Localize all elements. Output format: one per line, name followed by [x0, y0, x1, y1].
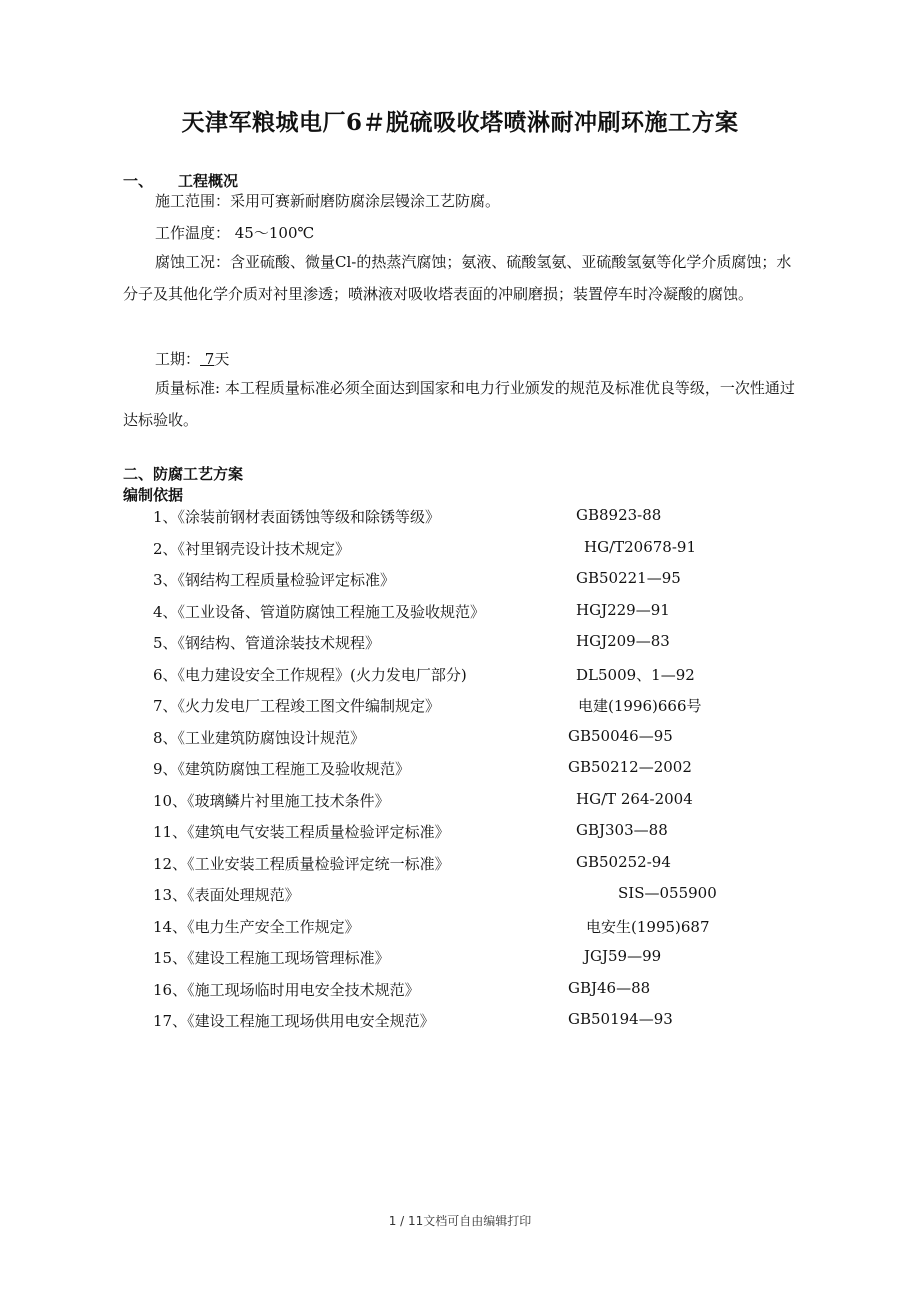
reference-item: [0, 727, 920, 749]
section1-heading: 工程概况: [178, 172, 239, 190]
reference-title: 12、《工业安装工程质量检验评定统一标准》: [153, 854, 450, 873]
reference-item: [0, 695, 920, 717]
period-unit: 天: [214, 350, 230, 368]
reference-item: [0, 538, 920, 560]
reference-item: [0, 601, 920, 623]
reference-title: 1、《涂装前钢材表面锈蚀等级和除锈等级》: [153, 508, 441, 526]
reference-code: 电安生(1995)687: [586, 917, 710, 936]
reference-item: [0, 884, 920, 906]
reference-code: GB50212—2002: [568, 758, 692, 776]
reference-code: DL5009、1—92: [576, 665, 695, 684]
reference-item: [0, 821, 920, 843]
reference-title: 2、《衬里钢壳设计技术规定》: [153, 539, 351, 558]
reference-item: [0, 632, 920, 654]
reference-item: [0, 790, 920, 812]
reference-item: [0, 758, 920, 780]
temperature-text: 工作温度： 45～100℃: [155, 224, 315, 242]
reference-code: SIS—055900: [618, 884, 717, 902]
reference-code: HGJ229—91: [576, 600, 670, 619]
section2-subheading: 编制依据: [123, 486, 184, 504]
reference-item: [0, 506, 920, 528]
reference-title: 10、《玻璃鳞片衬里施工技术条件》: [153, 791, 390, 810]
reference-item: [0, 853, 920, 875]
period-line: [155, 348, 229, 369]
page-footer: 1 / 11文档可自由编辑打印: [388, 1214, 532, 1228]
reference-item: [0, 947, 920, 969]
reference-title: 11、《建筑电气安装工程质量检验评定标准》: [153, 823, 450, 841]
section2-heading: 二、防腐工艺方案: [123, 465, 244, 483]
reference-title: 7、《火力发电厂工程竣工图文件编制规定》: [153, 697, 441, 715]
reference-title: 6、《电力建设安全工作规程》(火力发电厂部分): [153, 665, 467, 684]
document-title: 天津军粮城电厂6＃脱硫吸收塔喷淋耐冲刷环施工方案: [181, 109, 739, 136]
reference-title: 5、《钢结构、管道涂装技术规程》: [153, 634, 381, 652]
reference-item: [0, 979, 920, 1001]
reference-code: GB50194—93: [568, 1010, 673, 1028]
quality-paragraph: 质量标准: 本工程质量标准必须全面达到国家和电力行业颁发的规范及标准优良等级，一次性通过达标验收。: [123, 379, 795, 429]
period-label: 工期：: [155, 350, 201, 368]
reference-code: GB50046—95: [568, 726, 673, 745]
reference-code: JGJ59—99: [584, 947, 662, 965]
reference-title: 17、《建设工程施工现场供用电安全规范》: [153, 1012, 435, 1030]
scope-text: 施工范围：采用可赛新耐磨防腐涂层镘涂工艺防腐。: [155, 192, 501, 210]
reference-title: 16、《施工现场临时用电安全技术规范》: [153, 980, 420, 999]
reference-item: [0, 569, 920, 591]
reference-code: GB50221—95: [576, 569, 681, 587]
reference-title: 8、《工业建筑防腐蚀设计规范》: [153, 728, 366, 747]
reference-code: GBJ46—88: [568, 978, 651, 997]
period-value: 7: [200, 350, 215, 368]
reference-title: 4、《工业设备、管道防腐蚀工程施工及验收规范》: [153, 602, 486, 621]
reference-title: 13、《表面处理规范》: [153, 886, 300, 904]
reference-code: HG/T 264-2004: [576, 789, 693, 808]
corrosion-paragraph: 腐蚀工况：含亚硫酸、微量Cl-的热蒸汽腐蚀；氨液、硫酸氢氨、亚硫酸氢氨等化学介质腐蚀；水分子及其他化学介质对衬里渗透；喷淋液对吸收塔表面的冲刷磨损；装置停车时冷凝酸的腐蚀。: [123, 253, 792, 303]
reference-title: 9、《建筑防腐蚀工程施工及验收规范》: [153, 760, 411, 778]
reference-title: 14、《电力生产安全工作规定》: [153, 917, 360, 936]
reference-code: HG/T20678-91: [584, 537, 696, 556]
reference-title: 15、《建设工程施工现场管理标准》: [153, 949, 390, 967]
reference-code: GBJ303—88: [576, 821, 668, 839]
reference-code: GB50252-94: [576, 852, 671, 871]
reference-item: [0, 1010, 920, 1032]
reference-title: 3、《钢结构工程质量检验评定标准》: [153, 571, 396, 589]
reference-code: GB8923-88: [576, 506, 662, 524]
reference-code: 电建(1996)666号: [578, 697, 702, 715]
reference-item: [0, 664, 920, 686]
section1-number: 一、: [123, 172, 154, 190]
reference-code: HGJ209—83: [576, 632, 670, 650]
reference-item: [0, 916, 920, 938]
